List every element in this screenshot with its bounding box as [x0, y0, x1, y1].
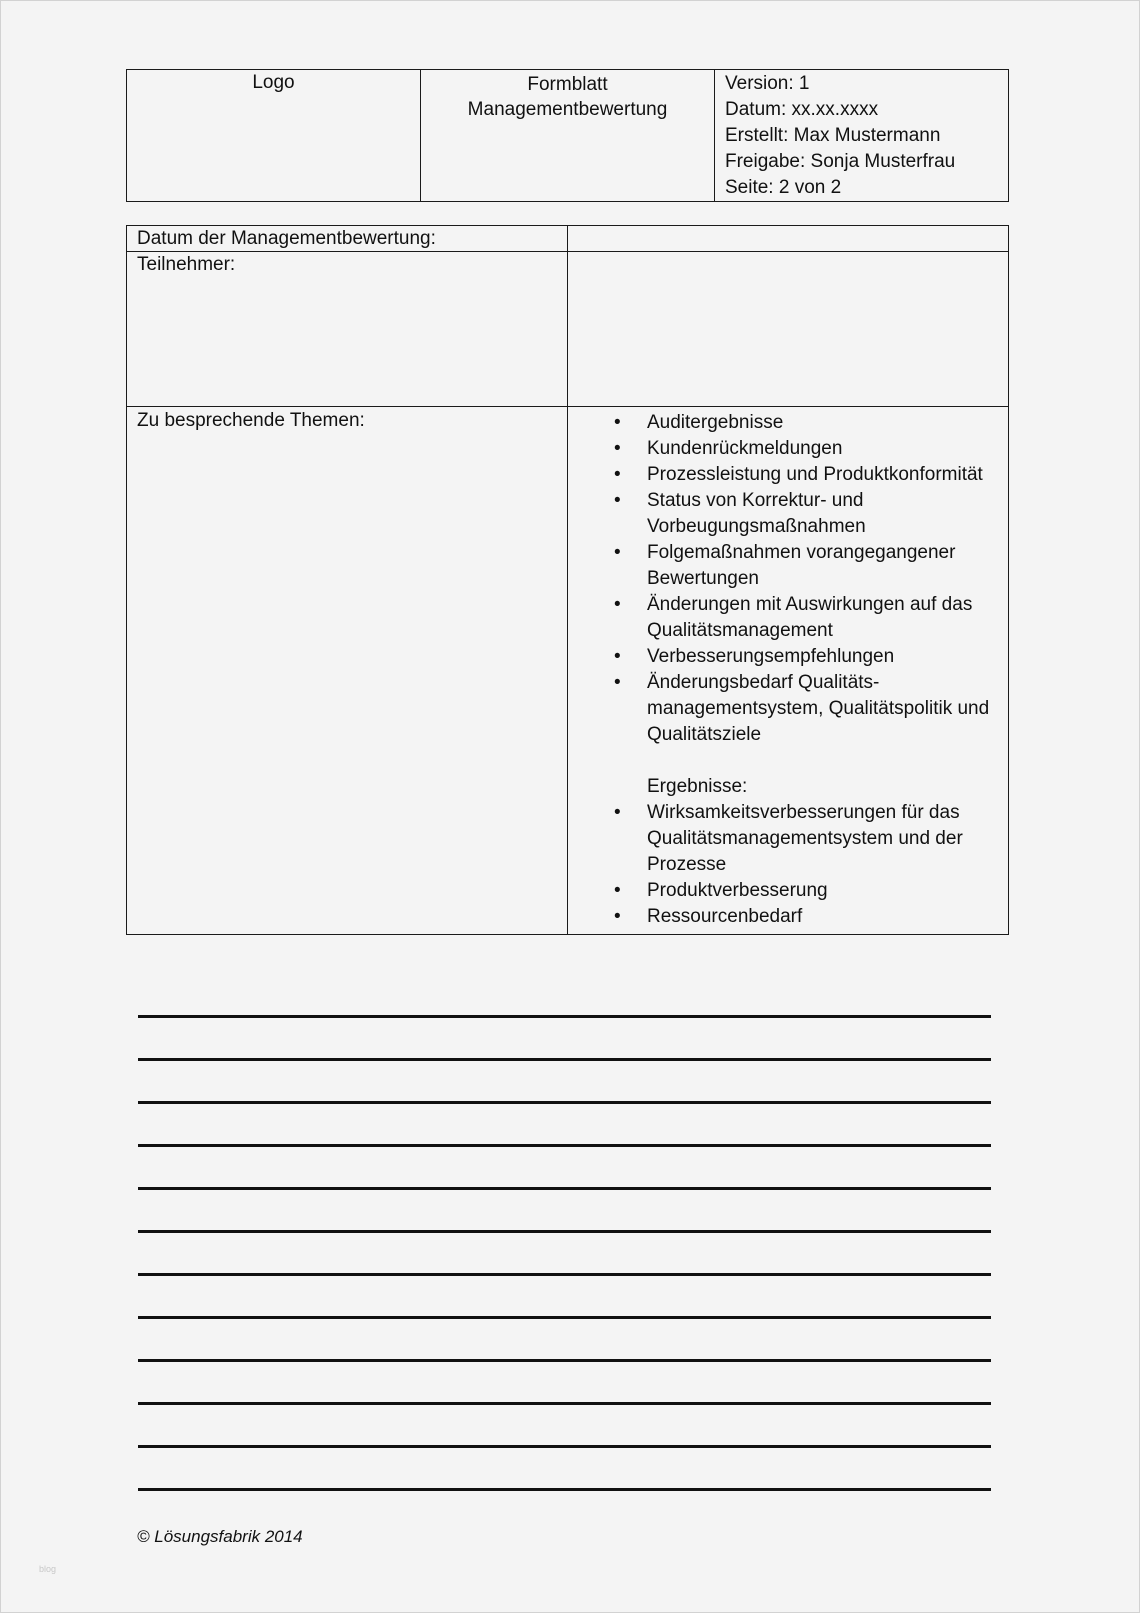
list-item: • Folgemaßnahmen vorangegangener Bewertungen — [614, 542, 956, 589]
meta-approved-by: Freigabe: Sonja Musterfrau — [725, 151, 956, 172]
header-table — [126, 69, 1009, 202]
bullet-icon: • — [614, 490, 621, 511]
writing-line[interactable] — [138, 1488, 991, 1491]
bullet-icon: • — [614, 906, 621, 927]
review-form-table — [126, 225, 1009, 935]
date-label-cell — [127, 226, 568, 252]
form-title-cell — [421, 70, 715, 202]
results-list — [568, 800, 1008, 930]
bullet-icon: • — [614, 412, 621, 433]
bullet-icon: • — [614, 464, 621, 485]
list-item: • Prozessleistung und Produktkonformität — [568, 462, 1008, 488]
list-item: • Produktverbesserung — [568, 878, 1008, 904]
bullet-icon: • — [614, 880, 621, 901]
topics-list — [568, 407, 1008, 748]
meta-date: Datum: xx.xx.xxxx — [725, 99, 879, 120]
meta-created-by: Erstellt: Max Mustermann — [725, 125, 941, 146]
copyright-footer: © Lösungsfabrik 2014 — [137, 1527, 303, 1546]
writing-lines — [138, 1015, 991, 1531]
list-item: • Wirksamkeitsverbesserungen für das Qualitätsmanagementsystem und der Prozesse — [614, 802, 963, 875]
writing-line[interactable] — [138, 1015, 991, 1018]
logo-cell — [127, 70, 421, 202]
list-item: • Ressourcenbedarf — [568, 904, 1008, 930]
list-item: • Auditergebnisse — [568, 410, 1008, 436]
date-label: Datum der Managementbewertung: — [137, 228, 436, 249]
list-item: • Änderungen mit Auswirkungen auf das Qualitätsmanagement — [614, 594, 973, 641]
bullet-icon: • — [614, 802, 621, 823]
writing-line[interactable] — [138, 1402, 991, 1405]
writing-line[interactable] — [138, 1058, 991, 1061]
writing-line[interactable] — [138, 1230, 991, 1233]
writing-line[interactable] — [138, 1101, 991, 1104]
bullet-icon: • — [614, 542, 621, 563]
participants-value-cell[interactable] — [568, 252, 1009, 407]
list-item: • Änderungsbedarf Qualitäts-managementsystem, Qualitätspolitik und Qualitätsziele — [614, 672, 990, 745]
logo-placeholder: Logo — [252, 72, 295, 93]
list-item: • Verbesserungsempfehlungen — [568, 644, 1008, 670]
date-value-cell[interactable] — [568, 226, 1009, 252]
bullet-icon: • — [614, 646, 621, 667]
results-heading: Ergebnisse: — [647, 776, 748, 797]
writing-line[interactable] — [138, 1316, 991, 1319]
participants-label: Teilnehmer: — [137, 254, 236, 275]
meta-version: Version: 1 — [725, 73, 810, 94]
writing-line[interactable] — [138, 1445, 991, 1448]
bullet-icon: • — [614, 438, 621, 459]
writing-line[interactable] — [138, 1273, 991, 1276]
participants-label-cell — [127, 252, 568, 407]
form-title-line2: Managementbewertung — [467, 99, 668, 120]
form-title-line1: Formblatt — [527, 74, 608, 95]
topics-label: Zu besprechende Themen: — [137, 410, 365, 431]
list-item: • Kundenrückmeldungen — [568, 436, 1008, 462]
topics-label-cell — [127, 407, 568, 935]
topics-list-cell — [568, 407, 1009, 935]
writing-line[interactable] — [138, 1187, 991, 1190]
watermark: blog — [39, 1564, 57, 1574]
document-meta-cell — [715, 70, 1009, 202]
bullet-icon: • — [614, 594, 621, 615]
meta-page: Seite: 2 von 2 — [725, 177, 842, 198]
writing-line[interactable] — [138, 1144, 991, 1147]
bullet-icon: • — [614, 672, 621, 693]
writing-line[interactable] — [138, 1359, 991, 1362]
list-item: • Status von Korrektur- und Vorbeugungsmaßnahmen — [614, 490, 866, 537]
